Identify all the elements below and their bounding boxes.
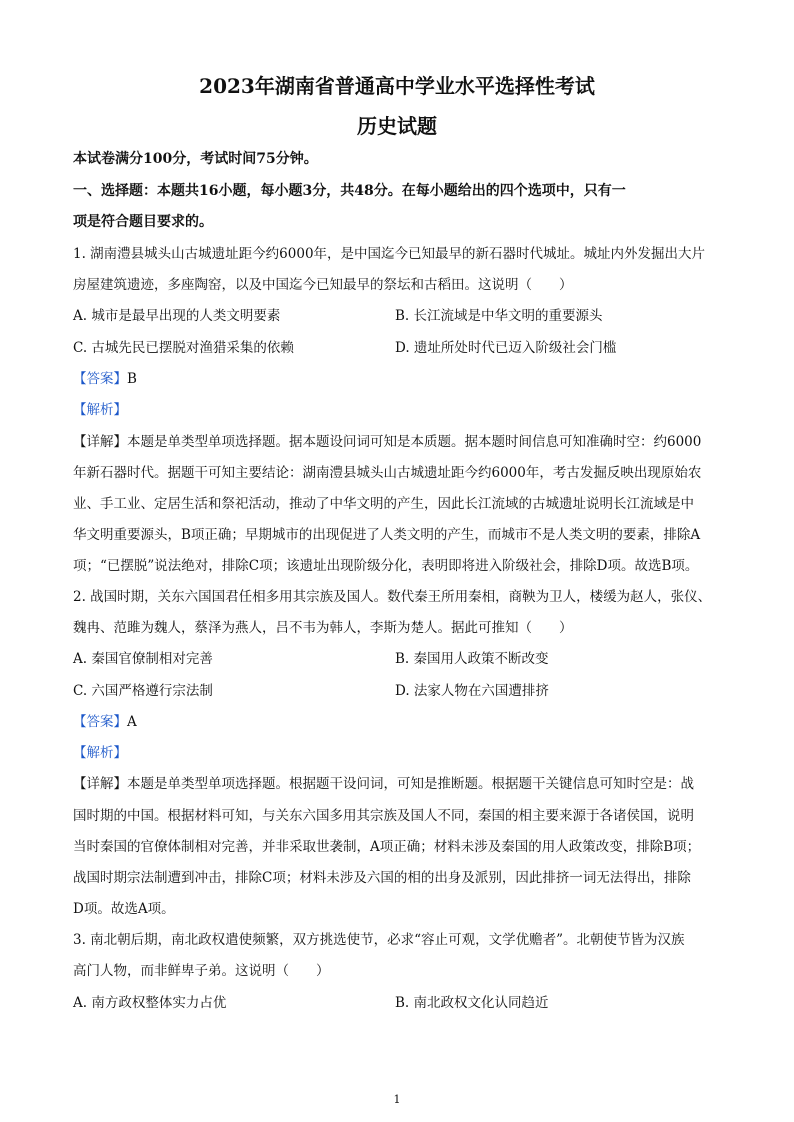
exam-title: 2023年湖南省普通高中学业水平选择性考试 bbox=[199, 74, 595, 98]
q2-detail-line2: 国时期的中国。根据材料可知，与关东六国多用其宗族及国人不同，秦国的相主要来源于各诸侯国，说明 bbox=[73, 808, 694, 824]
q2-detail-text1: 本题是单类型单项选择题。根据题干设问词，可知是推断题。根据题干关键信息可知时空是：战 bbox=[127, 776, 694, 792]
q2-answer bbox=[73, 712, 723, 732]
q1-option-b: B. 长江流域是中华文明的重要源头 bbox=[395, 308, 603, 324]
q2-detail-line1 bbox=[73, 774, 723, 794]
q1-detail-line4: 华文明重要源头，B项正确；早期城市的出现促进了人类文明的产生，而城市不是人类文明的要素，排除A bbox=[73, 527, 701, 543]
q2-stem-line2: 魏冉、范雎为魏人，蔡泽为燕人，吕不韦为韩人，李斯为楚人。据此可推知（ ） bbox=[73, 620, 573, 636]
exam-intro: 本试卷满分100分，考试时间75分钟。 bbox=[73, 151, 318, 167]
q2-stem-line1: 2. 战国时期，关东六国国君任相多用其宗族及国人。数代秦王所用秦相，商鞅为卫人，楼缓为赵人，张仪、 bbox=[73, 589, 712, 605]
q2-analysis-tag bbox=[73, 743, 723, 763]
q1-answer bbox=[73, 369, 723, 389]
answer-tag: 【答案】 bbox=[73, 714, 127, 730]
q2-option-d: D. 法家人物在六国遭排挤 bbox=[395, 683, 549, 699]
section-heading-line1: 一、选择题：本题共16小题，每小题3分，共48分。在每小题给出的四个选项中，只有一 bbox=[73, 183, 626, 199]
analysis-tag: 【解析】 bbox=[73, 402, 127, 418]
q2-option-c: C. 六国严格遵行宗法制 bbox=[73, 683, 213, 699]
q1-detail-line5: 项；“已摆脱”说法绝对，排除C项；该遗址出现阶级分化，表明即将进入阶级社会，排除D项。故选B项。 bbox=[73, 558, 699, 574]
q2-answer-value: A bbox=[127, 714, 137, 730]
q3-option-a: A. 南方政权整体实力占优 bbox=[73, 995, 227, 1011]
q1-detail-line3: 业、手工业、定居生活和祭祀活动，推动了中华文明的产生，因此长江流域的古城遗址说明长江流域是中 bbox=[73, 496, 694, 512]
q1-analysis-tag bbox=[73, 400, 723, 420]
detail-tag: 【详解】 bbox=[73, 776, 127, 792]
answer-tag: 【答案】 bbox=[73, 371, 127, 387]
q3-stem-line2: 高门人物，而非鲜卑子弟。这说明（ ） bbox=[73, 963, 330, 979]
q3-stem-line1: 3. 南北朝后期，南北政权遣使频繁，双方挑选使节，必求“容止可观，文学优赡者”。北朝使节皆为汉族 bbox=[73, 932, 685, 948]
analysis-tag: 【解析】 bbox=[73, 745, 127, 761]
q2-option-b: B. 秦国用人政策不断改变 bbox=[395, 651, 549, 667]
exam-subtitle: 历史试题 bbox=[357, 114, 437, 138]
section-heading-line2: 项是符合题目要求的。 bbox=[73, 214, 213, 230]
q1-detail-line1 bbox=[73, 432, 723, 452]
q1-option-a: A. 城市是最早出现的人类文明要素 bbox=[73, 308, 281, 324]
page-number: 1 bbox=[393, 1093, 401, 1106]
q1-answer-value: B bbox=[127, 371, 137, 387]
detail-tag: 【详解】 bbox=[73, 434, 127, 450]
q1-detail-line2: 年新石器时代。据题干可知主要结论：湖南澧县城头山古城遗址距今约6000年，考古发掘反映出现原始农 bbox=[73, 465, 702, 481]
q3-option-b: B. 南北政权文化认同趋近 bbox=[395, 995, 549, 1011]
q1-detail-text1: 本题是单类型单项选择题。据本题设问词可知是本质题。据本题时间信息可知准确时空：约6000 bbox=[127, 434, 702, 450]
q1-stem-line1: 1. 湖南澧县城头山古城遗址距今约6000年，是中国迄今已知最早的新石器时代城址。城址内外发掘出大片 bbox=[73, 246, 706, 262]
q2-detail-line4: 战国时期宗法制遭到冲击，排除C项；材料未涉及六国的相的出身及派别，因此排挤一词无法得出，排除 bbox=[73, 870, 691, 886]
q2-option-a: A. 秦国官僚制相对完善 bbox=[73, 651, 213, 667]
q1-option-d: D. 遗址所处时代已迈入阶级社会门槛 bbox=[395, 340, 617, 356]
q2-detail-line5: D项。故选A项。 bbox=[73, 901, 175, 917]
q1-stem-line2: 房屋建筑遗迹，多座陶窑，以及中国迄今已知最早的祭坛和古稻田。这说明（ ） bbox=[73, 277, 573, 293]
q2-detail-line3: 当时秦国的官僚体制相对完善，并非采取世袭制，A项正确；材料未涉及秦国的用人政策改变，排除B项； bbox=[73, 839, 701, 855]
q1-option-c: C. 古城先民已摆脱对渔猎采集的依赖 bbox=[73, 340, 294, 356]
